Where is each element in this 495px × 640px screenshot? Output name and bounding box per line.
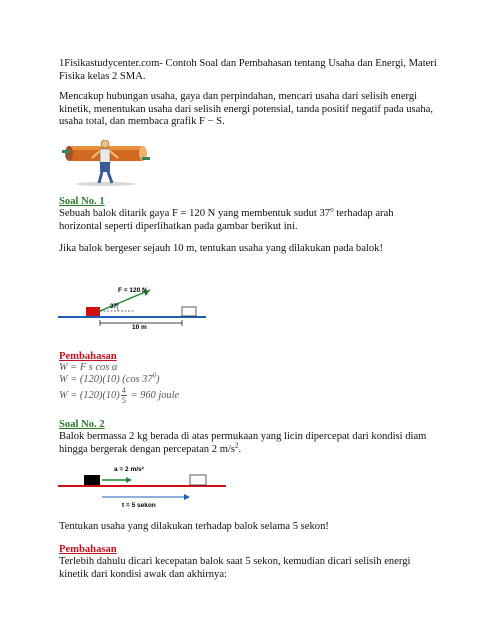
soal-2-figure — [58, 462, 228, 510]
soal-1-heading: Soal No. 1 — [59, 196, 105, 207]
soal-1-question: Jika balok bergeser sejauh 10 m, tentukan usaha yang dilakukan pada balok! — [59, 243, 383, 254]
angle-label: 37° — [110, 304, 120, 310]
accel-label: a = 2 m/s² — [114, 466, 144, 473]
soal-1-figure — [58, 282, 208, 330]
force-label: F = 120 N — [118, 287, 147, 294]
soal-1-text: Sebuah balok ditarik gaya F = 120 N yang membentuk sudut 37$^o$ terhadap arah horizontal seperti diperlihatkan pada gambar berikut ini. — [59, 205, 394, 232]
pembahasan-2-text: Terlebih dahulu dicari kecepatan balok saat 5 sekon, kemudian dicari selisih energi kinetik dari kondisi awak dan akhirnya: — [59, 556, 411, 580]
worker-carrying-log-illustration — [62, 140, 150, 186]
pembahasan-2-heading: Pembahasan — [59, 544, 117, 555]
header-line: 1Fisikastudycenter.com- Contoh Soal dan Pembahasan tentang Usaha dan Energi, Materi Fisika kelas 2 SMA. — [59, 58, 437, 82]
formula-line-3: W = (120)(10) $\frac{4}{5}$ = 960 joule — [59, 385, 180, 405]
formula-line-2: W = (120)(10) (cos $37^0$) — [59, 371, 160, 385]
soal-2-text: Balok bermassa 2 kg berada di atas permukaan yang licin dipercepat dari kondisi diam hingga bergerak dengan percepatan 2 $m/s^2$. — [59, 431, 427, 455]
soal-2-heading: Soal No. 2 — [59, 419, 105, 430]
black-block — [84, 475, 100, 485]
intro-paragraph: Mencakup hubungan usaha, gaya dan perpindahan, mencari usaha dari selisih energi kinetik, menentukan usaha dari selisih energi potensial, tanda positif negatif pada usaha, usaha total, dan membaca grafik F − S. — [59, 91, 434, 128]
distance-label: 10 m — [132, 324, 147, 330]
red-block — [86, 307, 100, 316]
formula-line-1: W = F s cos α — [59, 362, 118, 373]
end-block — [190, 475, 206, 485]
pembahasan-1-heading: Pembahasan — [59, 351, 117, 362]
time-label: t = 5 sekon — [122, 502, 156, 509]
target-block — [182, 307, 196, 316]
soal-2-question: Tentukan usaha yang dilakukan terhadap balok selama 5 sekon! — [59, 521, 329, 532]
